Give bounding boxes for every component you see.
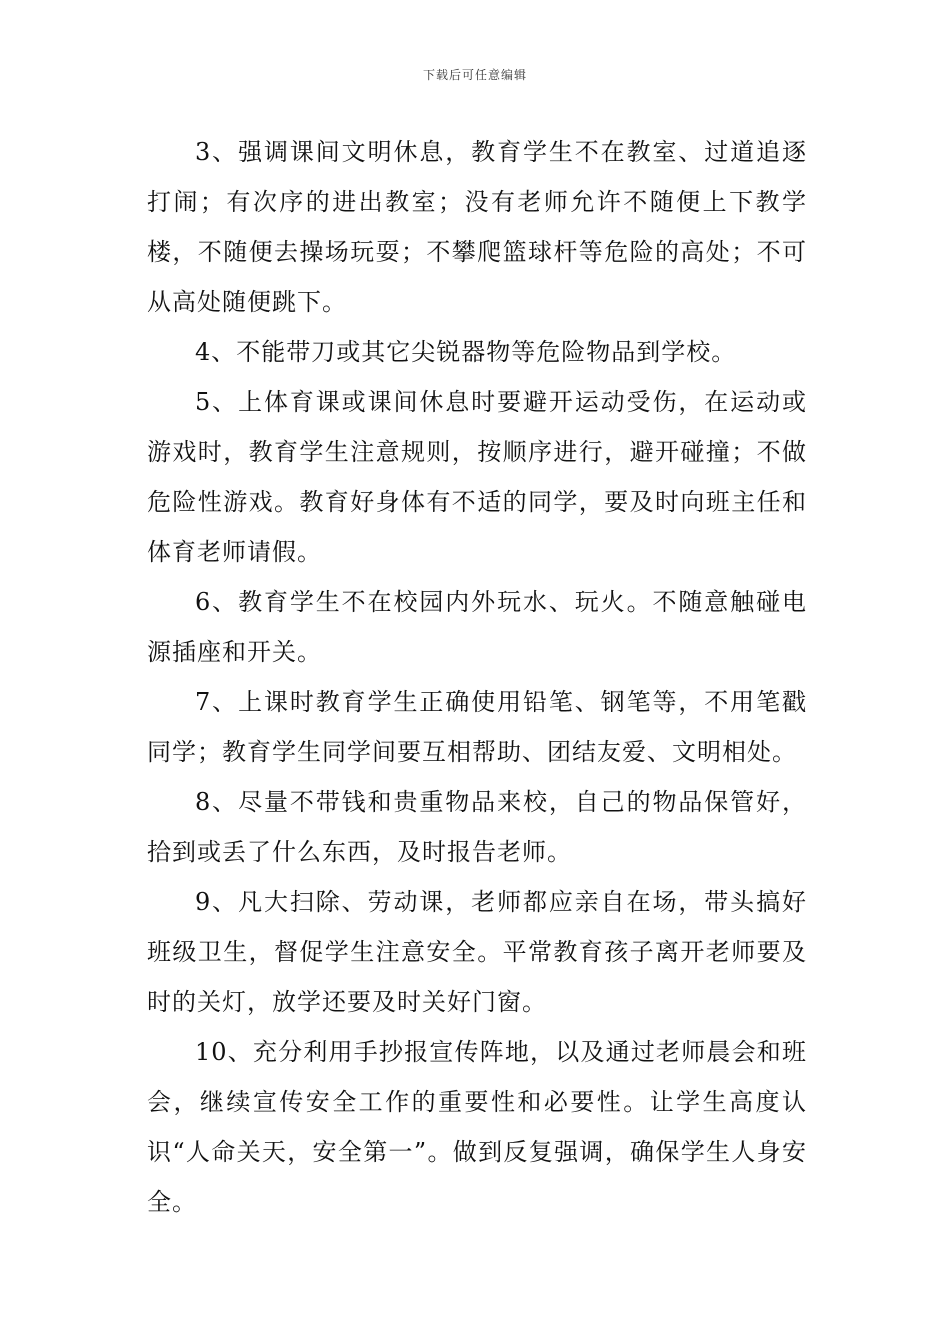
paragraph-item-5: 5、上体育课或课间休息时要避开运动受伤，在运动或游戏时，教育学生注意规则，按顺序进行，避开碰撞；不做危险性游戏。教育好身体有不适的同学，要及时向班主任和体育老师请假。	[147, 388, 807, 566]
paragraph-item-6: 6、教育学生不在校园内外玩水、玩火。不随意触碰电源插座和开关。	[147, 588, 807, 666]
paragraph-item-10: 10、充分利用手抄报宣传阵地，以及通过老师晨会和班会，继续宣传安全工作的重要性和必要性。让学生高度认识“人命关天，安全第一”。做到反复强调，确保学生人身安全。	[147, 1038, 807, 1216]
paragraph-item-7: 7、上课时教育学生正确使用铅笔、钢笔等，不用笔戳同学；教育学生同学间要互相帮助、团结友爱、文明相处。	[147, 688, 807, 766]
page-header-note: 下载后可任意编辑	[422, 68, 527, 82]
paragraph-item-4: 4、不能带刀或其它尖锐器物等危险物品到学校。	[195, 338, 737, 366]
paragraph-item-9: 9、凡大扫除、劳动课，老师都应亲自在场，带头搞好班级卫生，督促学生注意安全。平常教育孩子离开老师要及时的关灯，放学还要及时关好门窗。	[147, 888, 807, 1016]
paragraph-item-3: 3、强调课间文明休息，教育学生不在教室、过道追逐打闹；有次序的进出教室；没有老师允许不随便上下教学楼，不随便去操场玩耍；不攀爬篮球杆等危险的高处；不可从高处随便跳下。	[147, 138, 807, 316]
paragraph-item-8: 8、尽量不带钱和贵重物品来校，自己的物品保管好，拾到或丢了什么东西，及时报告老师。	[147, 788, 807, 866]
document-body	[147, 127, 807, 1227]
